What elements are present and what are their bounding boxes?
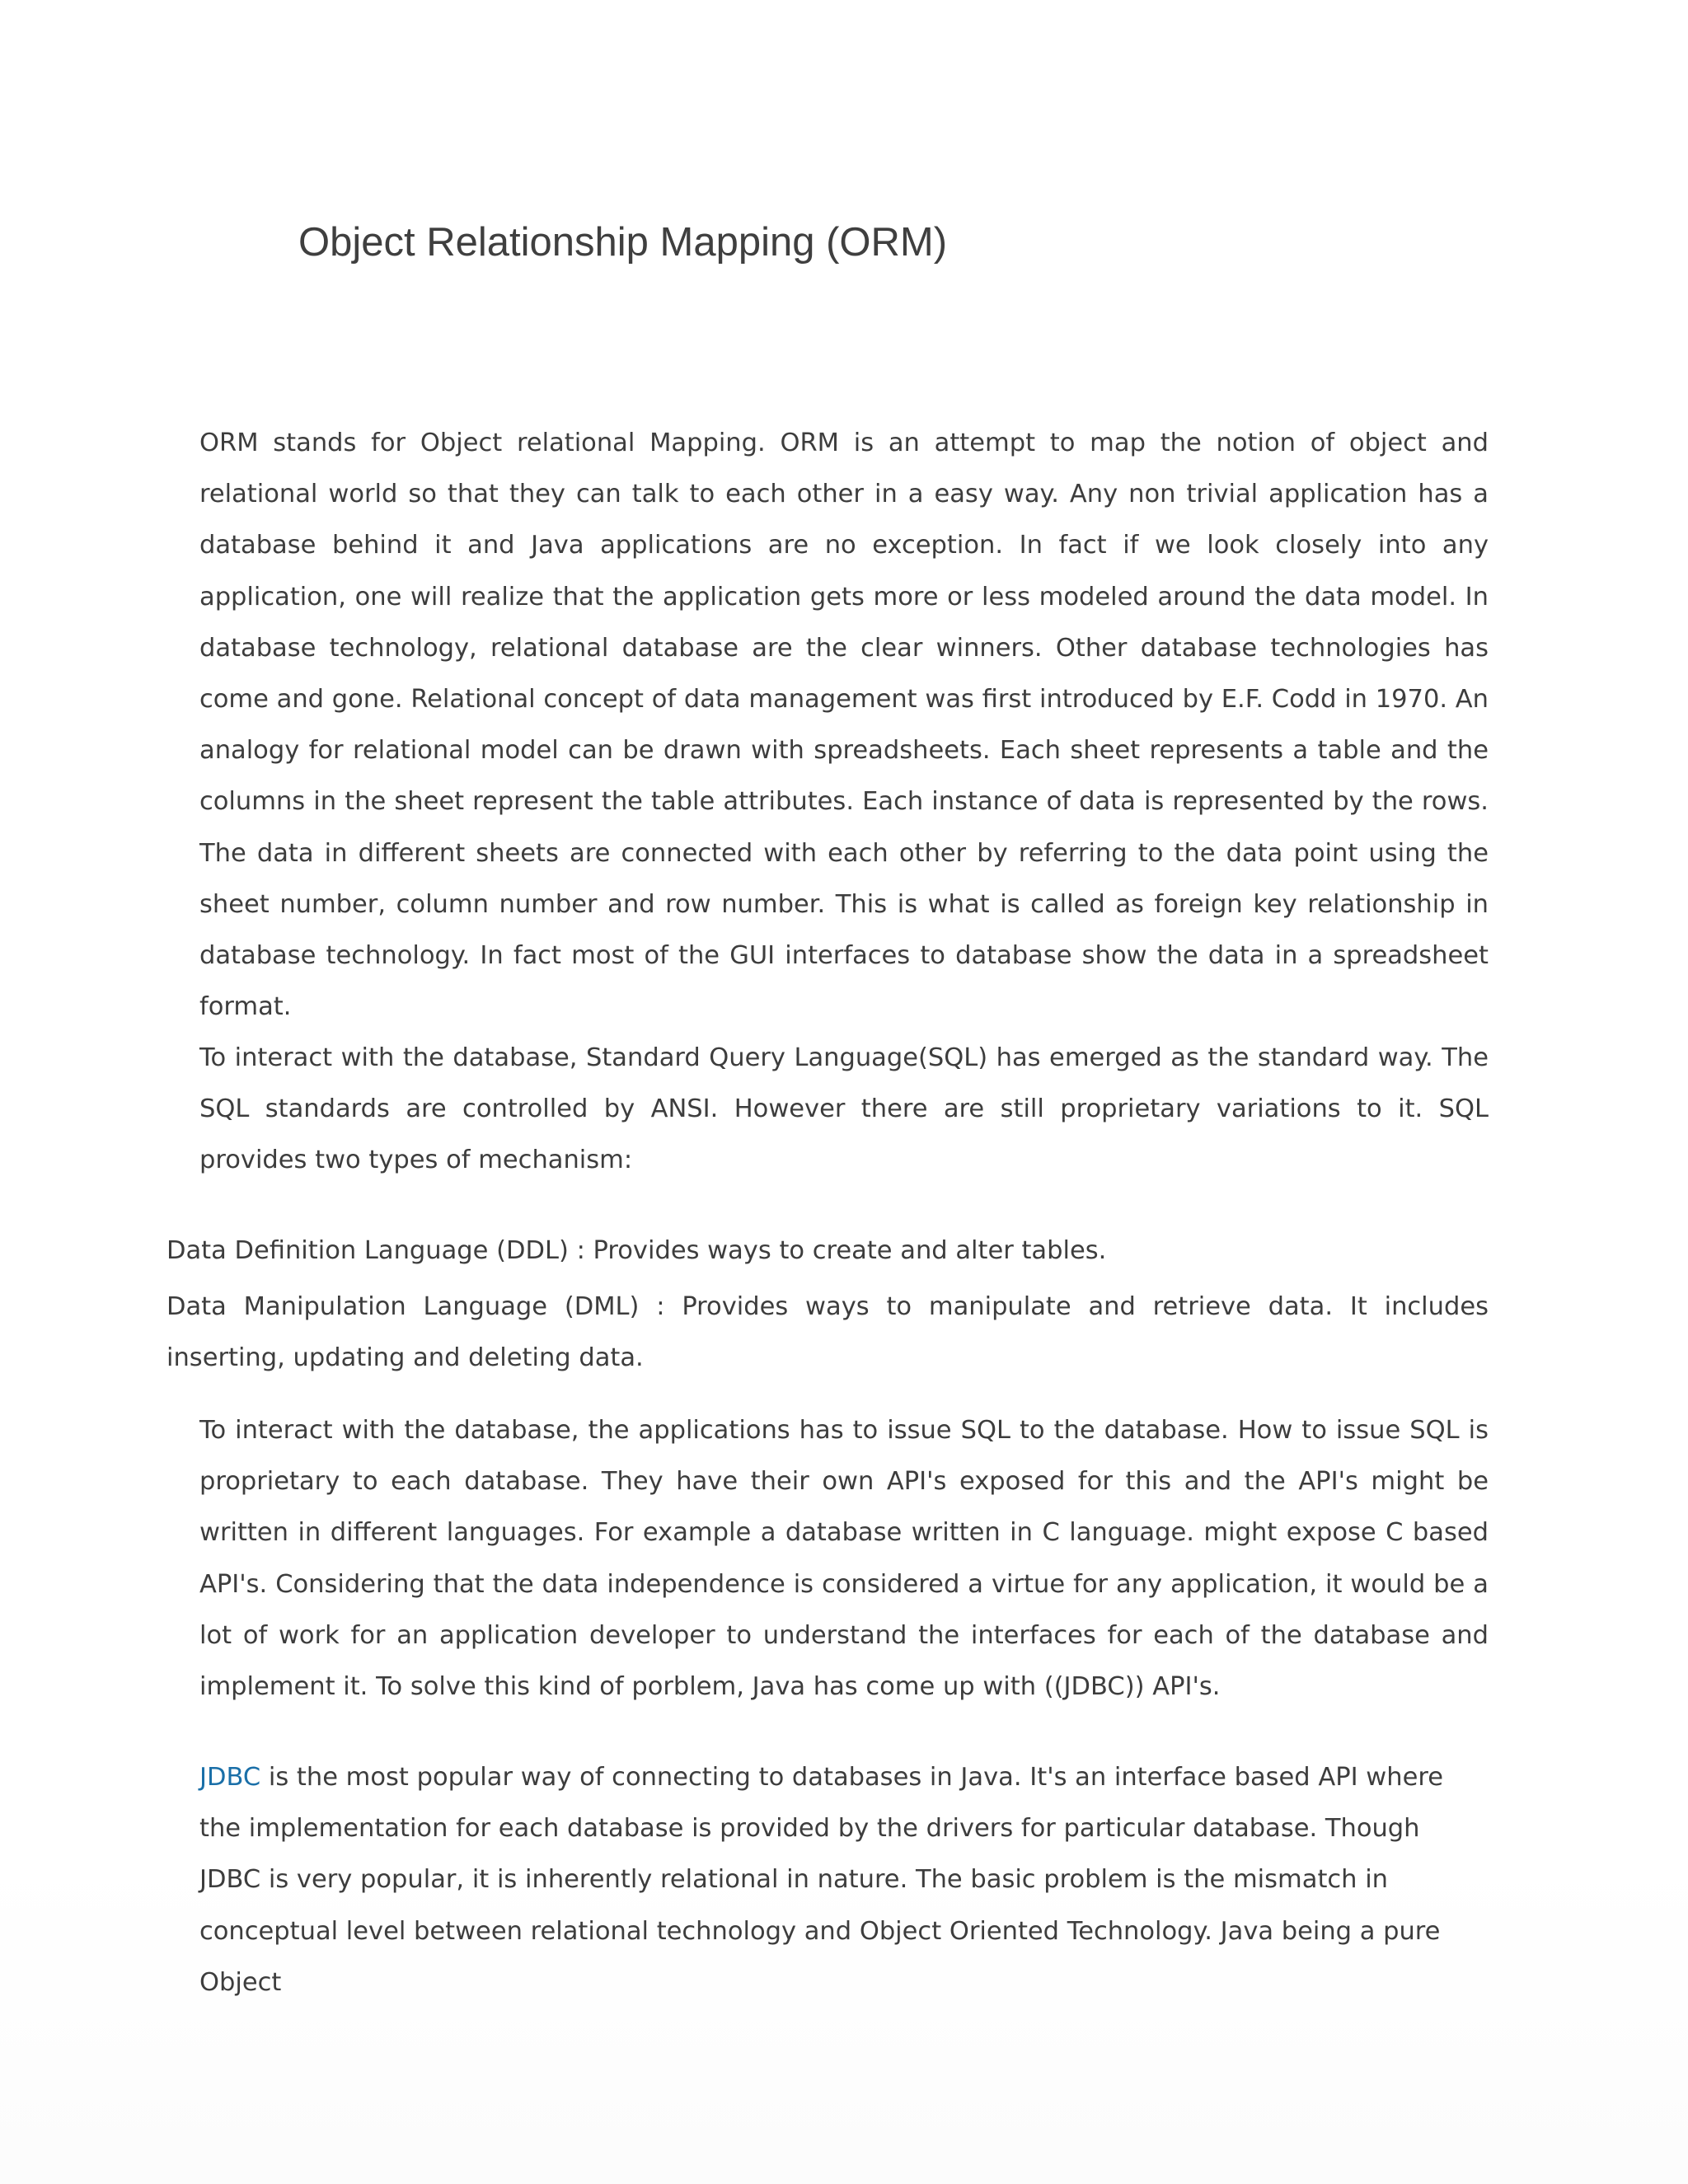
jdbc-paragraph bbox=[199, 1752, 1489, 2008]
ddl-list-item: Data Definition Language (DDL) : Provides ways to create and alter tables. bbox=[166, 1236, 1107, 1265]
orm-intro-paragraph: ORM stands for Object relational Mapping. ORM is an attempt to map the notion of object and relational world so that they can talk to each other in a easy way. Any non trivial application has a database behind it and Java applications are no exception. In fact if we look closely into any application, one will realize that the application gets more or less modeled around the data model. In database technology, relational database are the clear winners. Other database technologies has come and gone. Relational concept of data management was first introduced by E.F. Codd in 1970. An analogy for relational model can be drawn with spreadsheets. Each sheet represents a table and the columns in the sheet represent the table attributes. Each instance of data is represented by the rows. The data in different sheets are connected with each other by referring to the data point using the sheet number, column number and row number. This is what is called as foreign key relationship in database technology. In fact most of the GUI interfaces to database show the data in a spreadsheet format. bbox=[199, 429, 1489, 1022]
page-title: Object Relationship Mapping (ORM) bbox=[298, 220, 948, 265]
jdbc-paragraph-text: is the most popular way of connecting to databases in Java. It's an interface based API where the implementation for each database is provided by the drivers for particular database. Though JDBC is very popular, it is inherently relational in nature. The basic problem is the mismatch in conceptual level between relational technology and Object Oriented Technology. Java being a pure Object bbox=[199, 1763, 1443, 1997]
sql-paragraph: To interact with the database, Standard Query Language(SQL) has emerged as the standard way. The SQL standards are controlled by ANSI. However there are still proprietary variations to it. SQL provides two types of mechanism: bbox=[199, 1043, 1489, 1175]
jdbc-link[interactable]: JDBC bbox=[199, 1763, 261, 1792]
api-paragraph: To interact with the database, the applications has to issue SQL to the database. How to issue SQL is proprietary to each database. They have their own API's exposed for this and the API's might be written in different languages. For example a database written in C language. might expose C based API's. Considering that the data independence is considered a virtue for any application, it would be a lot of work for an application developer to understand the interfaces for each of the database and implement it. To solve this kind of porblem, Java has come up with ((JDBC)) API's. bbox=[199, 1416, 1489, 1702]
dml-list-item: Data Manipulation Language (DML) : Provides ways to manipulate and retrieve data. It includes inserting, updating and deleting data. bbox=[166, 1292, 1489, 1373]
